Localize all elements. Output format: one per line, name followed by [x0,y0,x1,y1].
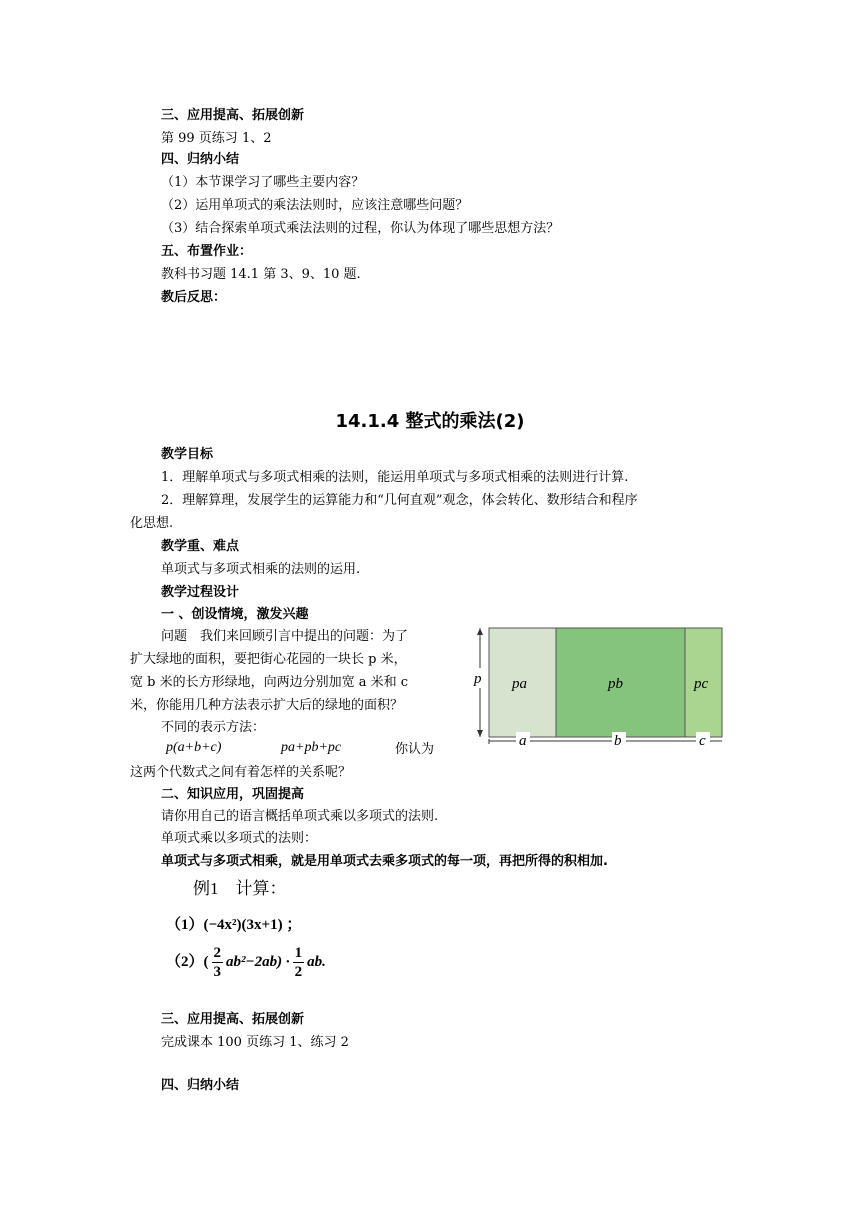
fraction-numerator: 1 [294,945,303,962]
problem-line-1: 问题 我们来回顾引言中提出的问题：为了 [161,629,409,644]
label-c: c [699,733,706,749]
rule-label: 单项式乘以多项式的法则： [161,831,318,846]
area-figure [470,620,730,750]
label-pc: pc [694,676,709,692]
label-pa: pa [512,676,527,692]
label-b: b [614,733,622,749]
fraction-two-thirds [212,944,224,981]
section-4-title: 四、归纳小结 [161,152,240,167]
fraction-denominator: 3 [213,964,221,981]
process-title: 教学过程设计 [161,585,240,600]
example-2-prefix: （2）( [166,954,209,970]
section-1-title: 一 、创设情境，激发兴趣 [161,607,309,622]
fraction-denominator: 2 [294,964,303,981]
goal-2-line-2: 化思想. [130,516,174,531]
summary-question-2: （2）运用单项式的乘法法则时，应该注意哪些问题？ [161,198,469,213]
section-2-title: 二、知识应用，巩固提高 [161,787,305,802]
summary-question-3: （3）结合探索单项式乘法法则的过程，你认为体现了哪些思想方法？ [161,221,560,236]
label-a: a [519,733,527,749]
rule-statement: 单项式与多项式相乘，就是用单项式去乘多项式的每一项，再把所得的积相加. [161,854,608,869]
fraction-numerator: 2 [213,945,221,962]
section-3b-title: 三、应用提高、拓展创新 [161,1012,305,1027]
label-pb: pb [608,676,623,692]
section-3-title: 三、应用提高、拓展创新 [161,108,305,123]
fraction-one-half [293,944,305,981]
expression-2: pa+pb+pc [281,740,342,755]
problem-line-2: 扩大绿地的面积，要把街心花园的一块长 p 米， [130,652,407,667]
reflection-label: 教后反思： [161,290,227,305]
goal-1: 1．理解单项式与多项式相乘的法则，能运用单项式与多项式相乘的法则进行计算. [161,470,629,485]
section-3b-text: 完成课本 100 页练习 1、练习 2 [161,1035,349,1050]
summary-question-1: （1）本节课学习了哪些主要内容？ [161,175,365,190]
example-title: 例1 计算： [193,879,287,898]
section-4b-title: 四、归纳小结 [161,1078,240,1093]
expression-1: p(a+b+c) [166,740,222,755]
example-2 [166,942,326,982]
goal-title: 教学目标 [161,447,214,462]
section-2-question: 请你用自己的语言概括单项式乘以多项式的法则. [161,809,439,824]
relation-question: 这两个代数式之间有着怎样的关系呢？ [130,765,352,780]
homework-text: 教科书习题 14.1 第 3、9、10 题. [161,267,361,282]
problem-line-3: 宽 b 米的长方形绿地，向两边分别加宽 a 米和 c [130,675,409,690]
example-2-middle: ab²−2ab) · [226,954,290,970]
key-points-title: 教学重、难点 [161,539,240,554]
page-title: 14.1.4 整式的乘法(2) [335,411,525,432]
problem-line-4: 米，你能用几种方法表示扩大后的绿地的面积？ [130,698,404,713]
example-1: （1）(−4x²)(3x+1) ； [166,917,302,933]
label-p: p [474,671,482,687]
think-text: 你认为 [395,742,435,757]
section-5-title: 五、布置作业： [161,244,253,259]
key-points-text: 单项式与多项式相乘的法则的运用. [161,562,361,577]
goal-2-line-1: 2．理解算理，发展学生的运算能力和“几何直观”观念，体会转化、数形结合和程序 [161,493,638,508]
arrow-down-icon [477,730,483,737]
section-3-text: 第 99 页练习 1、2 [161,131,272,146]
example-2-suffix: ab. [307,954,326,970]
methods-label: 不同的表示方法： [161,720,266,735]
arrow-up-icon [477,628,483,635]
